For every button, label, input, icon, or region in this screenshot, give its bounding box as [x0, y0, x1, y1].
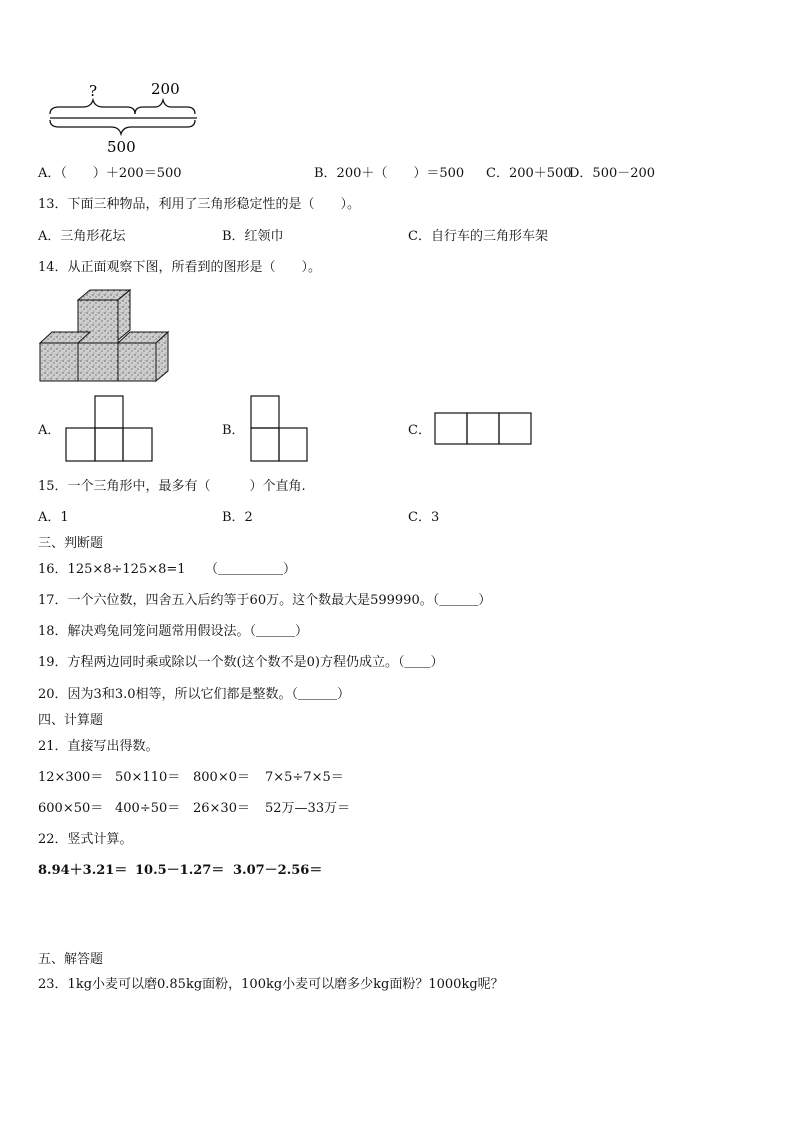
q14-option-a: A． [38, 423, 61, 438]
section-heading-judgment: 三、判断题 [38, 536, 104, 551]
q12-option-a: A．（ ）＋200＝500 [38, 166, 182, 181]
brace-total [50, 120, 195, 134]
brace-total-label: 500 [107, 138, 136, 155]
q21-item: 52万—33万＝ [265, 801, 351, 816]
q13-option-c: C．自行车的三角形车架 [408, 229, 548, 244]
q13-stem: 13．下面三种物品，利用了三角形稳定性的是（ ）。 [38, 197, 361, 212]
cube-figure [38, 288, 178, 388]
q22-item: 8.94＋3.21＝ [38, 863, 128, 878]
brace-part [135, 100, 195, 114]
brace-part-label: 200 [151, 80, 180, 98]
q21-item: 7×5÷7×5＝ [265, 770, 344, 785]
q22-item: 3.07－2.56＝ [233, 863, 323, 878]
q14-option-c: C． [408, 423, 431, 438]
q21-stem: 21．直接写出得数。 [38, 739, 159, 754]
q21-item: 50×110＝ [115, 770, 181, 785]
q15-stem: 15．一个三角形中，最多有（ ）个直角. [38, 479, 306, 494]
q21-item: 400÷50＝ [115, 801, 181, 816]
q21-item: 600×50＝ [38, 801, 104, 816]
q14-figure-c [433, 412, 535, 446]
q23: 23．1kg小麦可以磨0.85kg面粉，100kg小麦可以磨多少kg面粉？1000kg呢？ [38, 977, 504, 992]
brace-unknown [50, 100, 135, 114]
q16: 16．125×8÷125×8=1 （＿＿＿＿＿） [38, 562, 297, 577]
q21-item: 12×300＝ [38, 770, 104, 785]
q14-option-b: B． [222, 423, 245, 438]
q12-option-d: D．500－200 [569, 166, 656, 181]
q14-figure-a [64, 395, 154, 463]
q13-option-b: B．红领巾 [222, 229, 284, 244]
q19: 19．方程两边同时乘或除以一个数(这个数不是0)方程仍成立。（＿＿） [38, 655, 444, 670]
brace-diagram [45, 80, 215, 155]
q15-option-b: B．2 [222, 510, 253, 525]
q15-option-a: A．1 [38, 510, 69, 525]
q20: 20．因为3和3.0相等，所以它们都是整数。（＿＿＿） [38, 687, 350, 702]
section-heading-calculation: 四、计算题 [38, 713, 104, 728]
q12-option-c: C．200＋500 [486, 166, 572, 181]
q13-option-a: A．三角形花坛 [38, 229, 126, 244]
q21-item: 26×30＝ [193, 801, 250, 816]
q14-stem: 14．从正面观察下图，所看到的图形是（ ）。 [38, 260, 322, 275]
q17: 17．一个六位数，四舍五入后约等于60万。这个数最大是599990。（＿＿＿） [38, 593, 492, 608]
q14-figure-b [249, 395, 311, 463]
brace-unknown-label: ? [89, 82, 98, 100]
q21-item: 800×0＝ [193, 770, 250, 785]
q15-option-c: C．3 [408, 510, 440, 525]
q22-item: 10.5－1.27＝ [135, 863, 225, 878]
q22-stem: 22．竖式计算。 [38, 832, 133, 847]
q12-option-b: B．200＋（ ）＝500 [314, 166, 465, 181]
q18: 18．解决鸡兔同笼问题常用假设法。（＿＿＿） [38, 624, 309, 639]
section-heading-answer: 五、解答题 [38, 952, 104, 967]
